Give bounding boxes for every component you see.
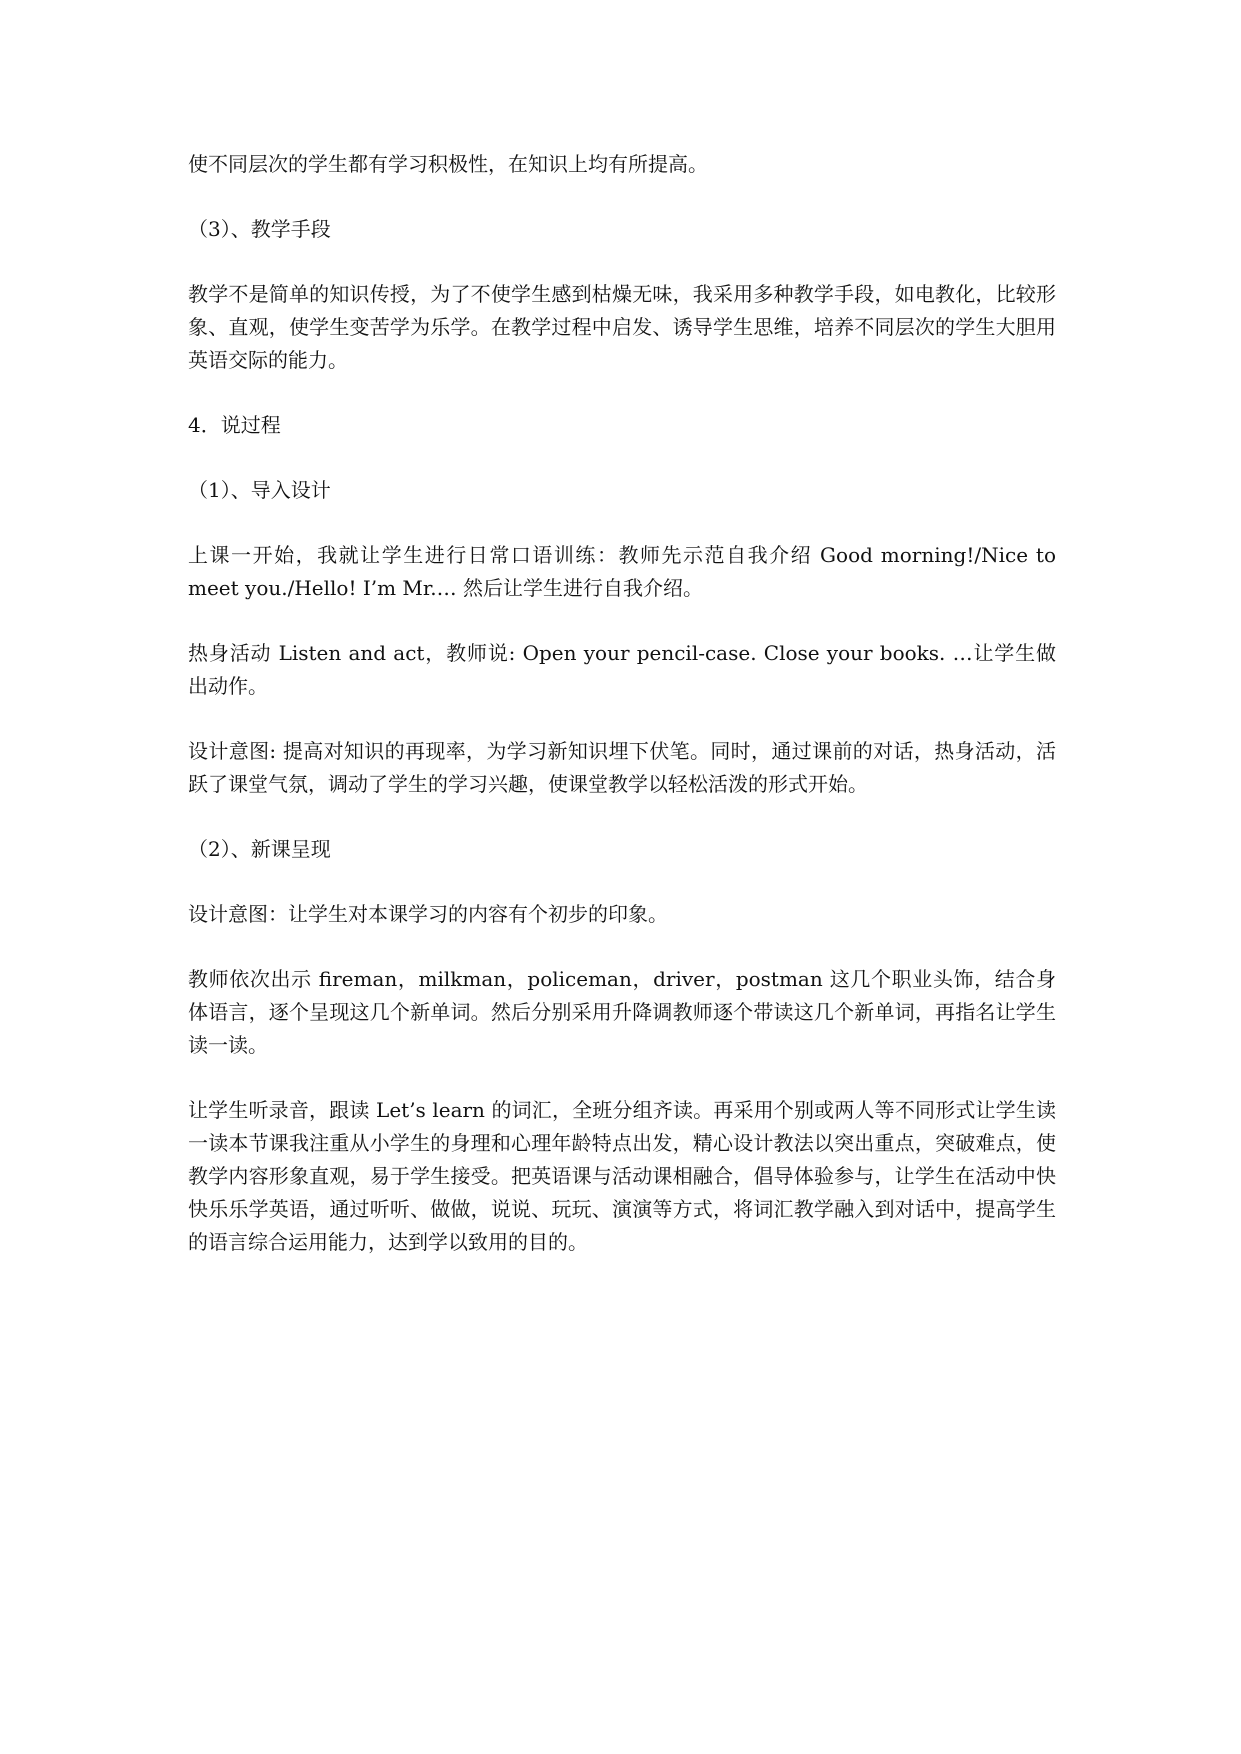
section-heading: （1）、导入设计 [188, 478, 331, 502]
paragraph: 让学生听录音，跟读 Let’s learn 的词汇，全班分组齐读。再采用个别或两人等不同形式让学生读一读本节课我注重从小学生的身理和心理年龄特点出发，精心设计教法以突出重点，突破难点，使教学内容形象直观，易于学生接受。把英语课与活动课相融合，倡导体验参与，让学生在活动中快快乐乐学英语，通过听听、做做，说说、玩玩、演演等方式，将词汇教学融入到对话中，提高学生的语言综合运用能力，达到学以致用的目的。 [188, 1098, 1056, 1254]
paragraph: 设计意图：让学生对本课学习的内容有个初步的印象。 [188, 902, 668, 926]
paragraph: 上课一开始，我就让学生进行日常口语训练：教师先示范自我介绍 Good morning!/Nice to meet you./Hello! I’m Mr.… 然后让学生进行自我介绍。 [188, 543, 1056, 600]
paragraph: 教学不是简单的知识传授，为了不使学生感到枯燥无味，我采用多种教学手段，如电教化，比较形象、直观，使学生变苦学为乐学。在教学过程中启发、诱导学生思维，培养不同层次的学生大胆用英语交际的能力。 [188, 282, 1056, 372]
section-heading: （3）、教学手段 [188, 217, 331, 241]
document-page [188, 148, 1056, 1291]
paragraph: 热身活动 Listen and act，教师说: Open your pencil-case. Close your books. …让学生做出动作。 [188, 641, 1056, 698]
section-heading: 4．说过程 [188, 413, 281, 437]
paragraph: 设计意图: 提高对知识的再现率，为学习新知识埋下伏笔。同时，通过课前的对话，热身活动，活跃了课堂气氛，调动了学生的学习兴趣，使课堂教学以轻松活泼的形式开始。 [188, 739, 1056, 796]
paragraph: 教师依次出示 fireman，milkman，policeman，driver，postman 这几个职业头饰，结合身体语言，逐个呈现这几个新单词。然后分别采用升降调教师逐个带读这几个新单词，再指名让学生读一读。 [188, 967, 1056, 1057]
section-heading: （2）、新课呈现 [188, 837, 331, 861]
paragraph: 使不同层次的学生都有学习积极性，在知识上均有所提高。 [188, 152, 708, 176]
